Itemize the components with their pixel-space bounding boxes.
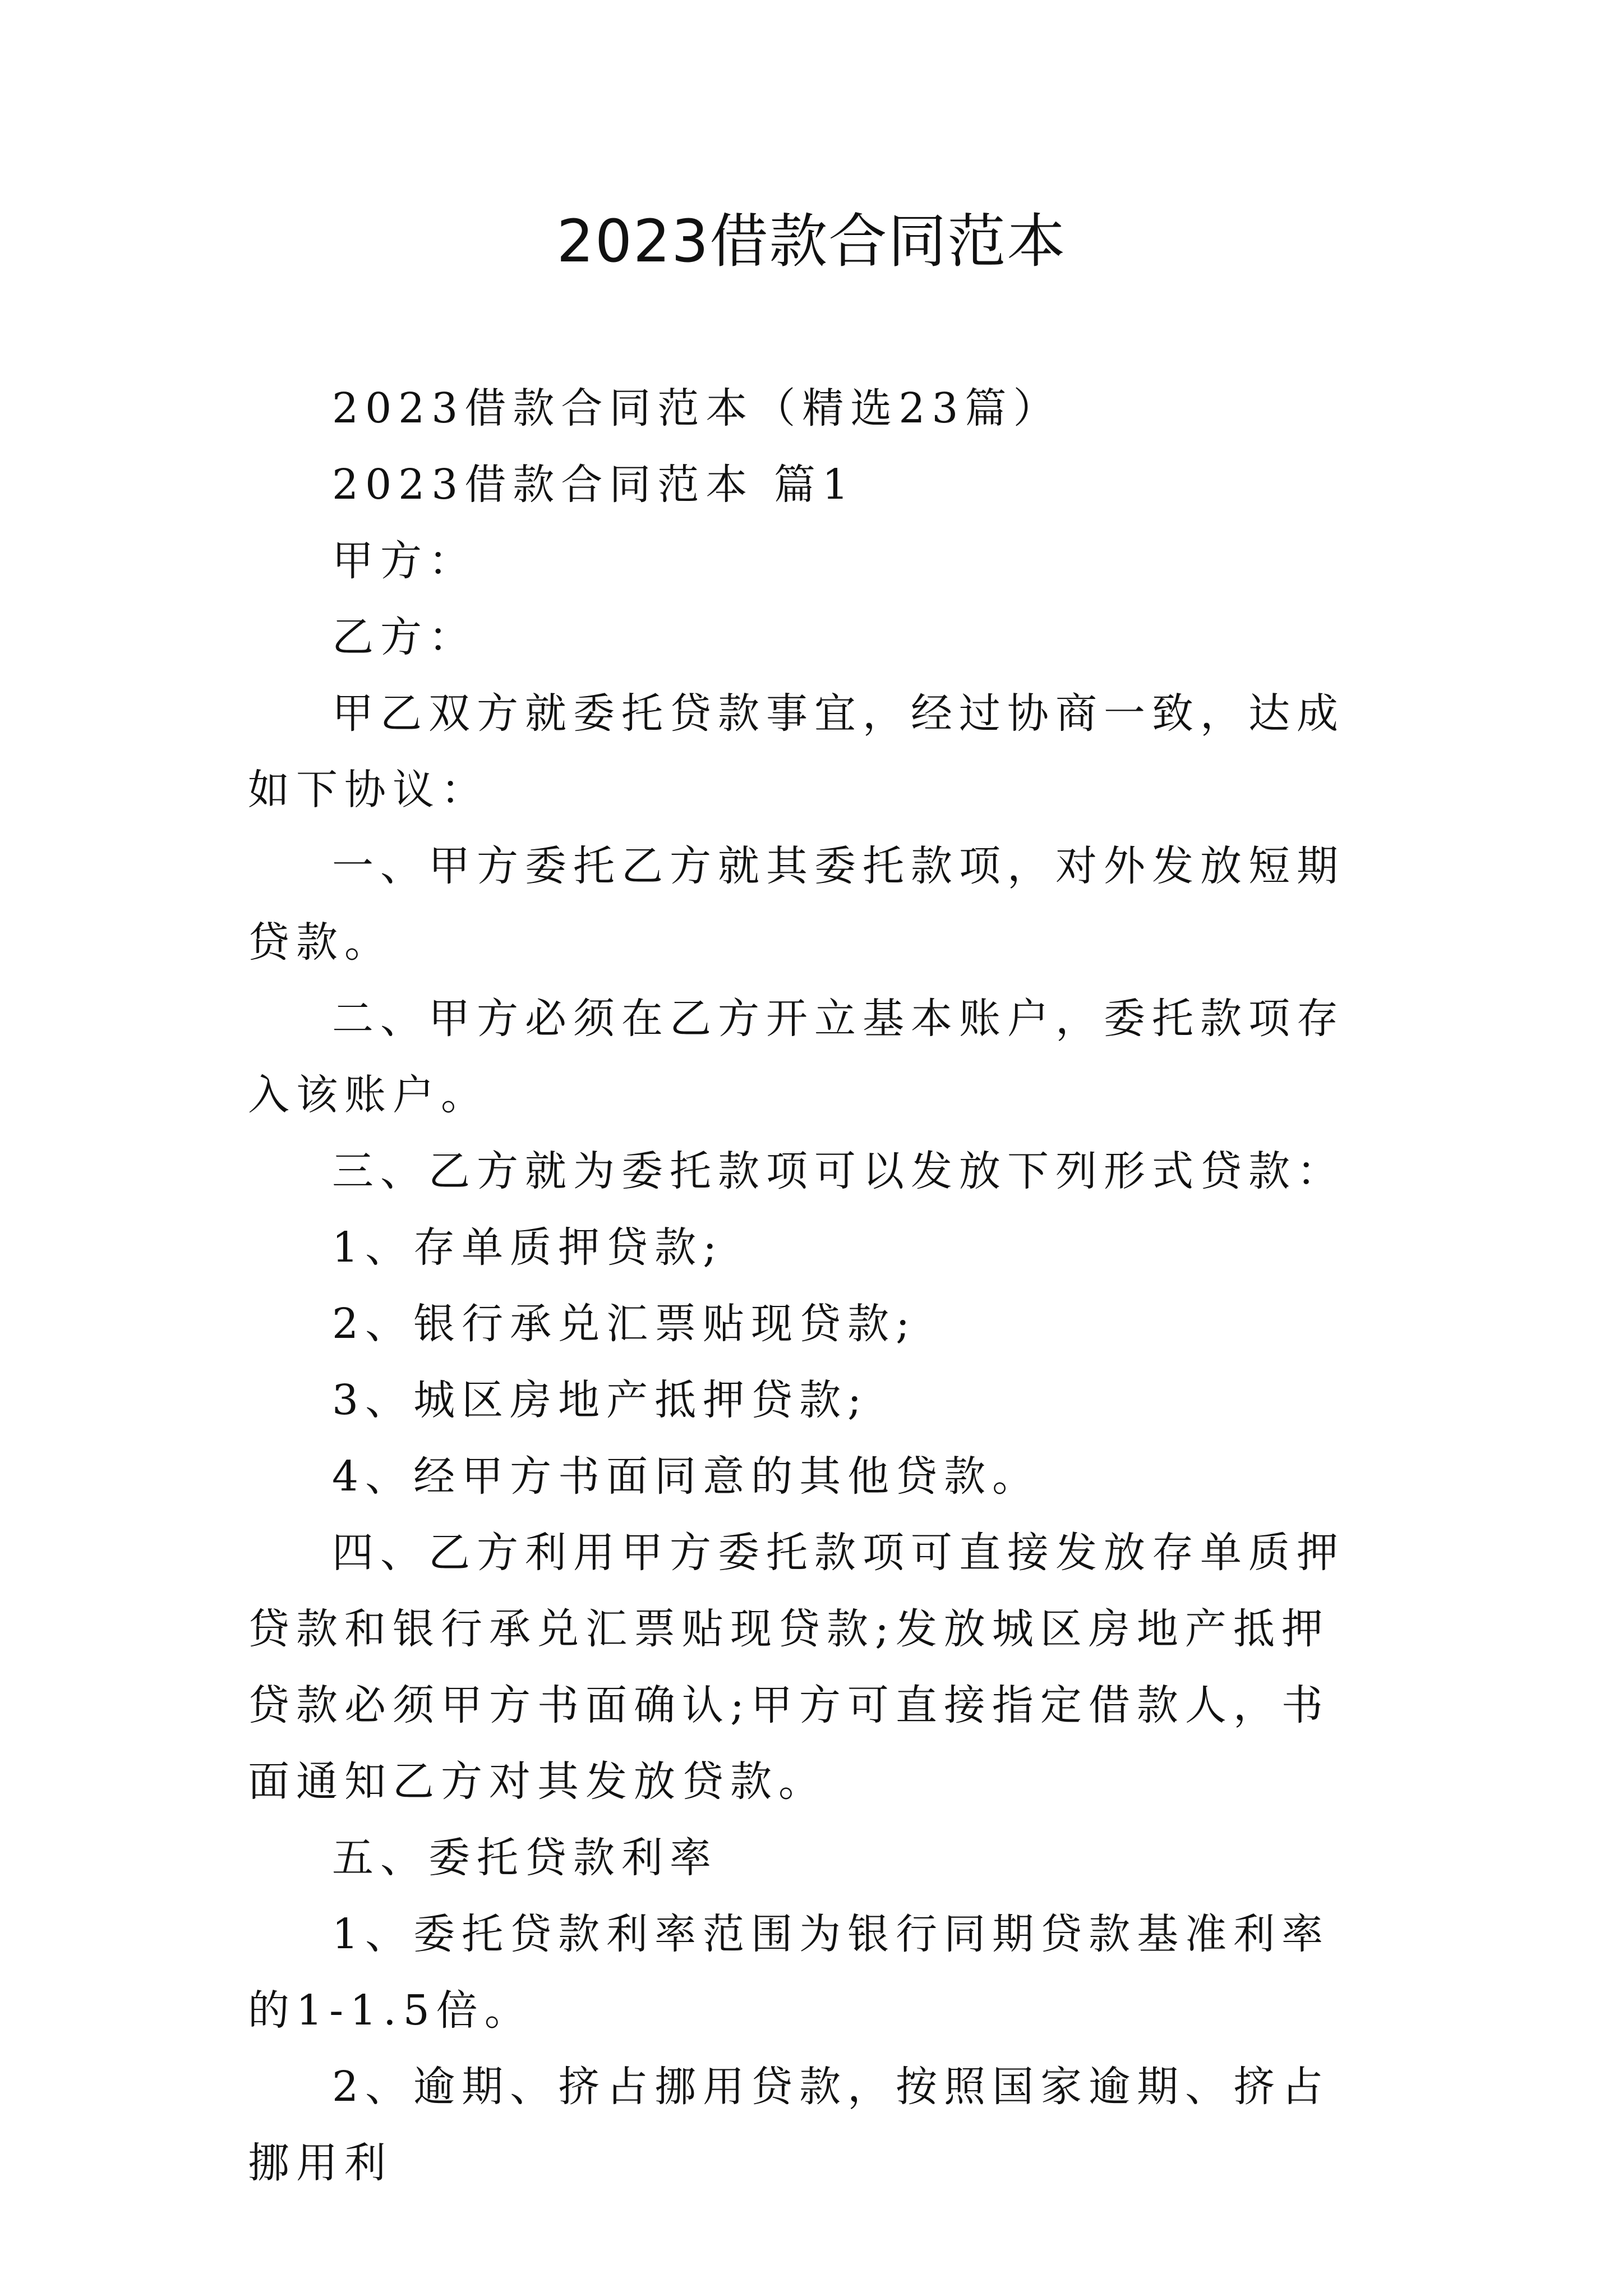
paragraph-clause-5-heading: 五、委托贷款利率 xyxy=(332,1834,718,1882)
paragraph-collection-title: 2023借款合同范本（精选23篇） xyxy=(332,384,1062,432)
paragraph-loan-type-4: 4、经甲方书面同意的其他贷款。 xyxy=(332,1452,1041,1501)
paragraph-loan-type-1: 1、存单质押贷款; xyxy=(332,1223,724,1272)
document-title: 2023借款合同范本 xyxy=(556,207,1067,275)
paragraph-party-a: 甲方： xyxy=(332,537,477,585)
paragraph-clause-4: 四、乙方利用甲方委托款项可直接发放存单质押贷款和银行承兑汇票贴现贷款;发放城区房地产抵押贷款必须甲方书面确认;甲方可直接指定借款人，书面通知乙方对其发放贷款。 xyxy=(248,1529,1345,1806)
paragraph-loan-type-2: 2、银行承兑汇票贴现贷款; xyxy=(332,1300,917,1348)
paragraph-section-heading: 2023借款合同范本 篇1 xyxy=(332,461,855,509)
paragraph-party-b: 乙方： xyxy=(332,613,477,661)
paragraph-clause-3: 三、乙方就为委托款项可以发放下列形式贷款： xyxy=(332,1147,1345,1195)
paragraph-agreement-intro: 甲乙双方就委托贷款事宜，经过协商一致，达成如下协议： xyxy=(248,689,1345,814)
paragraph-interest-rate-1: 1、委托贷款利率范围为银行同期贷款基准利率的1-1.5倍。 xyxy=(248,1910,1330,2035)
document-body xyxy=(248,370,1375,2201)
paragraph-loan-type-3: 3、城区房地产抵押贷款; xyxy=(332,1376,869,1424)
paragraph-clause-1: 一、甲方委托乙方就其委托款项，对外发放短期贷款。 xyxy=(248,842,1345,967)
paragraph-clause-2: 二、甲方必须在乙方开立基本账户，委托款项存入该账户。 xyxy=(248,995,1345,1119)
paragraph-interest-rate-2: 2、逾期、挤占挪用贷款，按照国家逾期、挤占挪用利 xyxy=(248,2063,1330,2187)
